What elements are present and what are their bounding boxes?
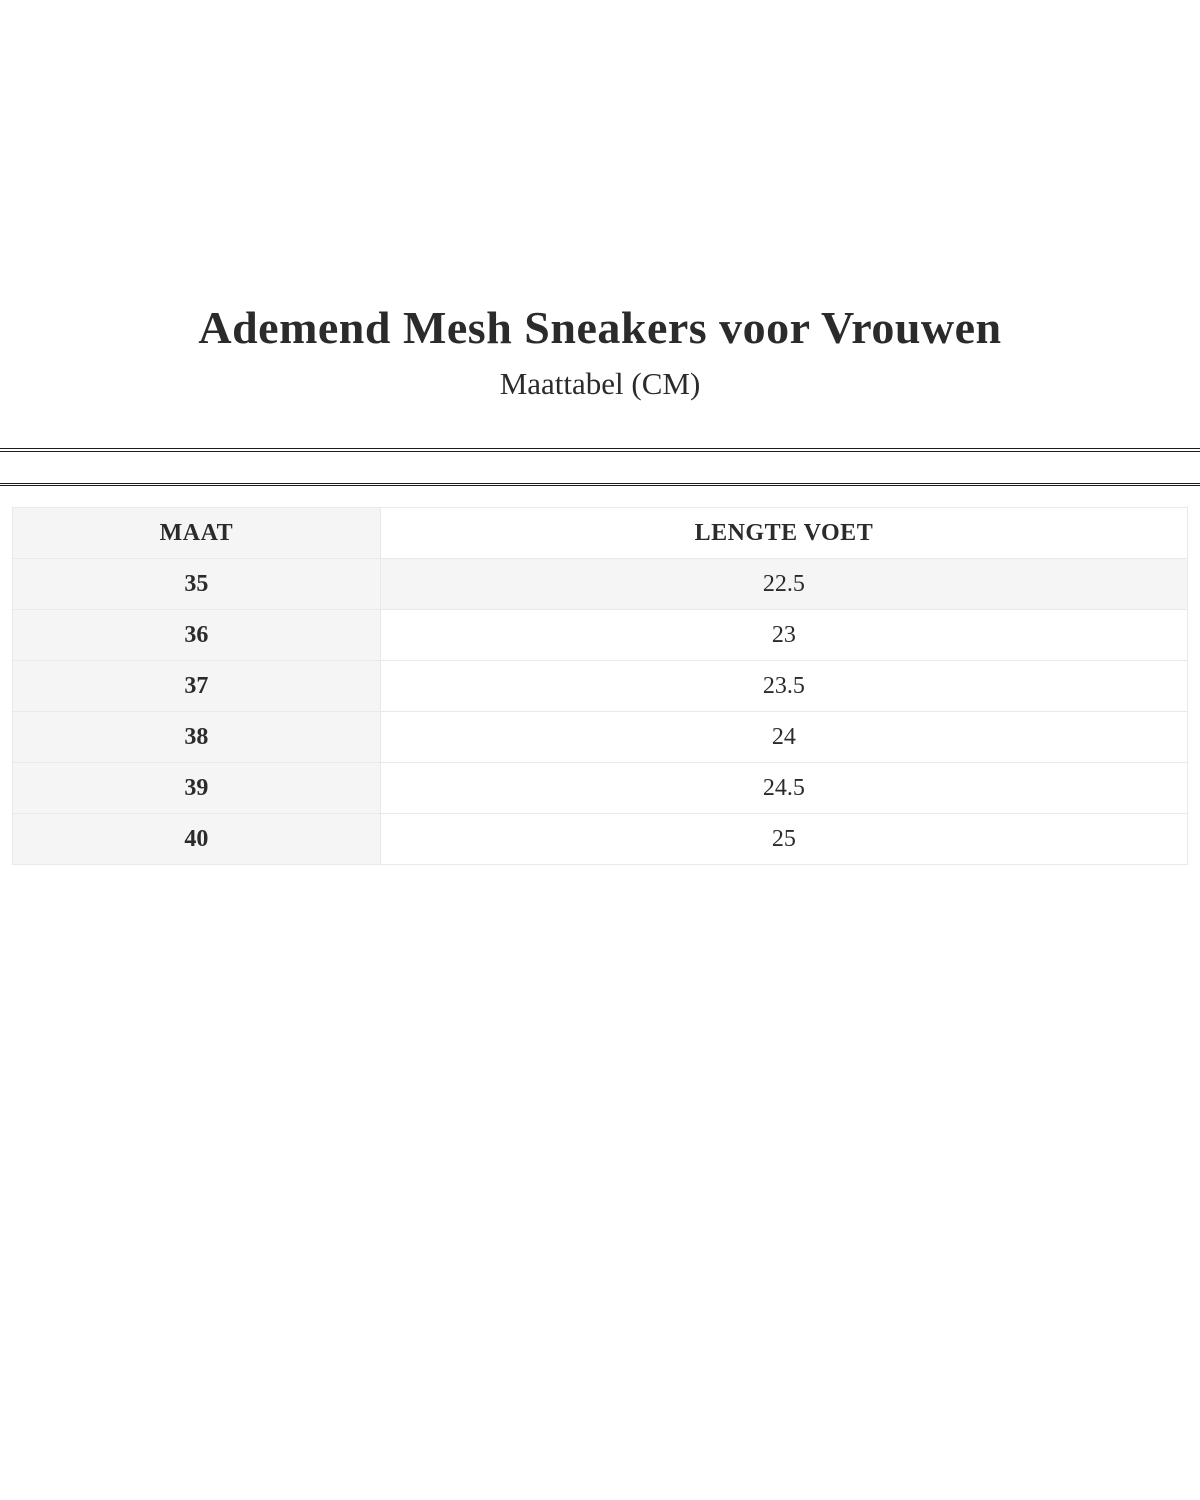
- length-cell: 25: [380, 814, 1187, 865]
- size-cell: 35: [13, 559, 381, 610]
- length-cell: 22.5: [380, 559, 1187, 610]
- length-cell: 24: [380, 712, 1187, 763]
- table-row: [13, 814, 1188, 865]
- table-row: [13, 661, 1188, 712]
- size-cell: 37: [13, 661, 381, 712]
- table-header-row: [13, 508, 1188, 559]
- length-cell: 23: [380, 610, 1187, 661]
- size-cell: 39: [13, 763, 381, 814]
- table-row: [13, 712, 1188, 763]
- size-cell: 36: [13, 610, 381, 661]
- length-cell: 24.5: [380, 763, 1187, 814]
- size-cell: 40: [13, 814, 381, 865]
- page-subtitle: Maattabel (CM): [499, 366, 701, 402]
- table-row: [13, 610, 1188, 661]
- page-title: Ademend Mesh Sneakers voor Vrouwen: [198, 302, 1002, 353]
- column-header-lengte-voet: LENGTE VOET: [380, 508, 1187, 559]
- size-chart-table: [12, 507, 1188, 865]
- table-row: [13, 763, 1188, 814]
- divider-top: [0, 448, 1200, 452]
- size-cell: 38: [13, 712, 381, 763]
- divider-bottom: [0, 483, 1200, 486]
- length-cell: 23.5: [380, 661, 1187, 712]
- table-row: [13, 559, 1188, 610]
- column-header-maat: MAAT: [13, 508, 381, 559]
